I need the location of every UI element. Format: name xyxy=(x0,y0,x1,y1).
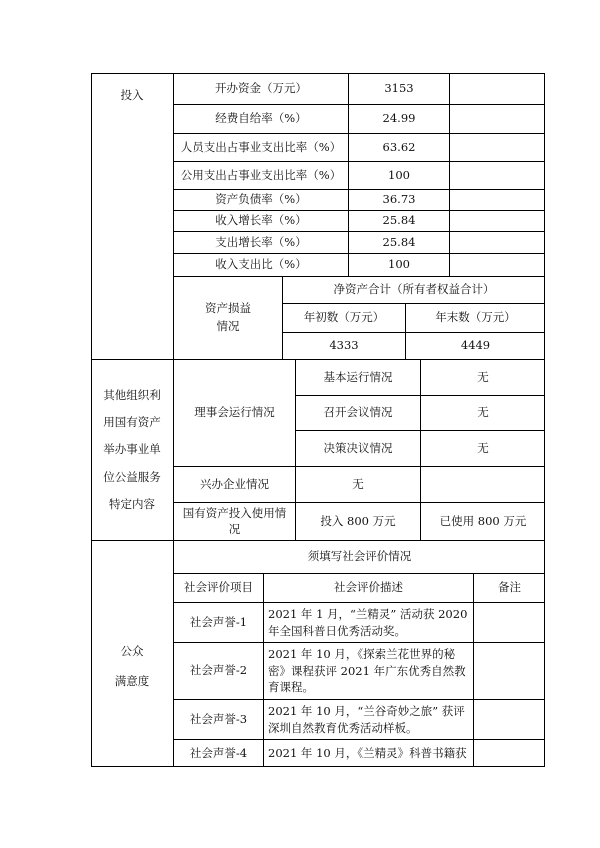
input-row-value xyxy=(348,104,449,133)
row-value-text: 24.99 xyxy=(382,111,416,126)
eval-row-note xyxy=(473,699,545,739)
state-asset-label-text: 国有资产投入使用情况 xyxy=(182,505,287,536)
council-row-label xyxy=(295,395,420,430)
enterprise-blank xyxy=(420,466,545,502)
eval-header-item xyxy=(173,573,263,602)
row-value-text: 3153 xyxy=(384,80,414,95)
council-row-value xyxy=(420,395,545,430)
eval-row-desc xyxy=(263,739,473,767)
input-row-value xyxy=(348,253,449,276)
row-label-text: 经费自给率（%） xyxy=(215,111,307,126)
state-asset-label xyxy=(173,502,295,540)
council-row-label-text: 决策决议情况 xyxy=(323,440,393,455)
other-label-line: 特定内容 xyxy=(109,496,155,511)
council-row-value xyxy=(420,430,545,466)
other-label-line: 用国有资产 xyxy=(103,415,161,430)
input-row-value xyxy=(348,133,449,161)
eval-row-desc xyxy=(263,642,473,699)
row-label-text: 收入增长率（%） xyxy=(215,213,307,228)
eval-row-desc xyxy=(263,602,473,642)
input-row-label xyxy=(173,73,348,104)
eval-header-desc xyxy=(263,573,473,602)
state-asset-used xyxy=(420,502,545,540)
public-section-label xyxy=(91,540,173,767)
eval-header-note-text: 备注 xyxy=(498,580,521,595)
assets-label xyxy=(173,276,282,359)
eval-row-desc-text: 2021 年 1 月，“兰精灵” 活动获 2020 年全国科普日优秀活动奖。 xyxy=(268,606,468,638)
input-row-label xyxy=(173,210,348,231)
assets-val-end-text: 4449 xyxy=(460,338,491,353)
other-label-line: 位公益服务 xyxy=(103,469,161,484)
eval-row-note xyxy=(473,602,545,642)
input-row-blank xyxy=(449,133,545,161)
row-value-text: 25.84 xyxy=(382,213,416,228)
row-value-text: 36.73 xyxy=(382,192,416,207)
input-row-label xyxy=(173,189,348,210)
assets-col-end-text: 年末数（万元） xyxy=(435,310,516,325)
input-row-blank xyxy=(449,231,545,253)
other-label-line: 举办事业单 xyxy=(103,442,161,457)
row-label-text: 资产负债率（%） xyxy=(215,192,307,207)
enterprise-value-text: 无 xyxy=(352,476,364,491)
eval-row-desc xyxy=(263,699,473,739)
council-label xyxy=(173,359,295,466)
public-label-line1: 公众 xyxy=(120,644,144,659)
assets-header xyxy=(282,276,545,303)
eval-row-item xyxy=(173,739,263,767)
row-label-text: 开办资金（万元） xyxy=(215,80,307,95)
input-row-blank xyxy=(449,210,545,231)
input-row-value xyxy=(348,189,449,210)
state-asset-in-text: 投入 800 万元 xyxy=(320,513,396,528)
assets-val-begin-text: 4333 xyxy=(329,338,359,353)
eval-row-item xyxy=(173,642,263,699)
council-row-value xyxy=(420,359,545,395)
row-label-text: 收入支出比（%） xyxy=(215,257,307,272)
assets-col-begin-text: 年初数（万元） xyxy=(303,310,385,325)
row-label-text: 支出增长率（%） xyxy=(215,234,307,249)
row-value-text: 63.62 xyxy=(382,139,416,154)
input-row-label xyxy=(173,253,348,276)
input-row-label xyxy=(173,133,348,161)
eval-header-desc-text: 社会评价描述 xyxy=(334,580,403,595)
council-row-label-text: 基本运行情况 xyxy=(323,369,393,384)
assets-col-end xyxy=(405,303,545,332)
input-row-blank xyxy=(449,253,545,276)
input-row-value xyxy=(348,231,449,253)
row-value-text: 25.84 xyxy=(382,234,416,249)
eval-row-item-text: 社会声誉-3 xyxy=(189,711,248,726)
must-fill-text: 须填写社会评价情况 xyxy=(307,549,412,564)
input-row-value xyxy=(348,210,449,231)
input-row-label xyxy=(173,104,348,133)
input-section-label xyxy=(91,73,173,359)
assets-val-begin xyxy=(282,332,405,359)
council-row-label-text: 召开会议情况 xyxy=(323,405,393,420)
row-label-text: 公用支出占事业支出比率（%） xyxy=(180,167,342,182)
enterprise-value xyxy=(295,466,420,502)
assets-label-line2: 情况 xyxy=(216,319,240,333)
council-row-value-text: 无 xyxy=(477,369,489,384)
row-label-text: 人员支出占事业支出比率（%） xyxy=(180,139,342,154)
eval-row-item-text: 社会声誉-2 xyxy=(189,663,248,678)
eval-row-item xyxy=(173,699,263,739)
public-label-line2: 满意度 xyxy=(114,674,150,688)
council-row-value-text: 无 xyxy=(477,405,489,420)
assets-label-line1: 资产损益 xyxy=(205,301,251,316)
input-row-value xyxy=(348,161,449,189)
eval-row-desc-text: 2021 年 10 月，《兰精灵》科普书籍获 xyxy=(268,745,467,760)
input-row-label xyxy=(173,161,348,189)
eval-row-item xyxy=(173,602,263,642)
eval-row-item-text: 社会声誉-1 xyxy=(189,614,248,629)
input-row-blank xyxy=(449,161,545,189)
row-value-text: 100 xyxy=(388,167,410,182)
enterprise-label xyxy=(173,466,295,502)
input-row-blank xyxy=(449,104,545,133)
input-row-value xyxy=(348,73,449,104)
eval-header-note xyxy=(473,573,545,602)
assets-col-begin xyxy=(282,303,405,332)
eval-row-note xyxy=(473,739,545,767)
eval-row-item-text: 社会声誉-4 xyxy=(189,745,248,760)
other-section-label xyxy=(91,359,173,540)
input-row-blank xyxy=(449,189,545,210)
eval-row-desc-text: 2021 年 10 月，“兰谷奇妙之旅” 获评深圳自然教育优秀活动样板。 xyxy=(268,703,465,735)
council-row-label xyxy=(295,359,420,395)
input-row-label xyxy=(173,231,348,253)
input-label-text: 投入 xyxy=(120,88,144,102)
must-fill-header xyxy=(173,540,545,573)
state-asset-in xyxy=(295,502,420,540)
council-label-text: 理事会运行情况 xyxy=(194,405,275,420)
assets-val-end xyxy=(405,332,545,359)
eval-row-desc-text: 2021 年 10 月，《探索兰花世界的秘密》课程获评 2021 年广东优秀自然教育课程。 xyxy=(268,646,466,695)
state-asset-used-text: 已使用 800 万元 xyxy=(439,513,527,528)
row-value-text: 100 xyxy=(388,257,410,272)
other-label-line: 其他组织利 xyxy=(103,388,161,403)
council-row-value-text: 无 xyxy=(477,440,489,455)
assets-header-text: 净资产合计（所有者权益合计） xyxy=(333,282,495,297)
eval-header-item-text: 社会评价项目 xyxy=(184,580,253,595)
eval-row-note xyxy=(473,642,545,699)
input-row-blank xyxy=(449,73,545,104)
enterprise-label-text: 兴办企业情况 xyxy=(200,476,269,491)
council-row-label xyxy=(295,430,420,466)
